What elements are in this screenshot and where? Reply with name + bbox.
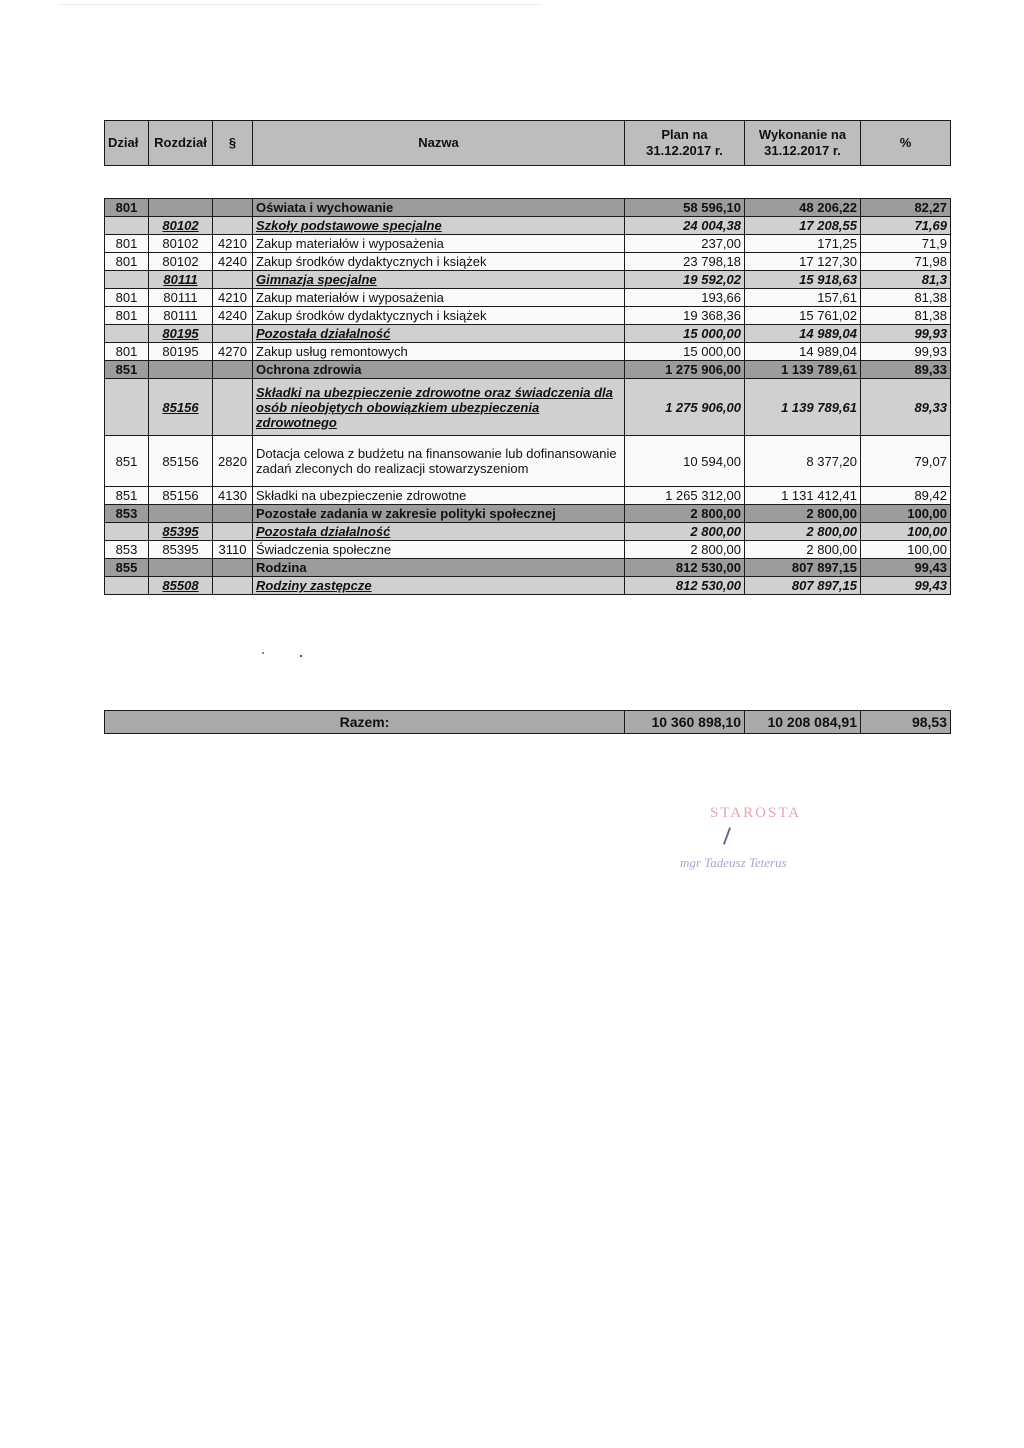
table-row-rozdzial [105, 577, 951, 595]
cell-dzial: 801 [105, 235, 149, 253]
cell-dzial: 801 [105, 253, 149, 271]
table-row-rozdzial [105, 325, 951, 343]
table-row [105, 307, 951, 325]
cell-nazwa: Rodziny zastępcze [253, 577, 625, 595]
total-plan: 10 360 898,10 [625, 711, 745, 734]
cell-nazwa: Zakup środków dydaktycznych i książek [253, 307, 625, 325]
cell-dzial: 855 [105, 559, 149, 577]
cell-rozdzial [149, 199, 213, 217]
cell-paragraf: 2820 [213, 436, 253, 487]
cell-dzial [105, 217, 149, 235]
cell-wykonanie: 2 800,00 [745, 523, 861, 541]
cell-procent: 89,33 [861, 361, 951, 379]
cell-plan: 812 530,00 [625, 559, 745, 577]
table-row [105, 436, 951, 487]
header-dzial: Dział [105, 121, 149, 166]
table-row [105, 253, 951, 271]
cell-nazwa: Zakup środków dydaktycznych i książek [253, 253, 625, 271]
cell-rozdzial: 80195 [149, 325, 213, 343]
table-row-dzial [105, 199, 951, 217]
cell-paragraf [213, 523, 253, 541]
cell-procent: 82,27 [861, 199, 951, 217]
cell-rozdzial: 85508 [149, 577, 213, 595]
budget-table [104, 120, 951, 595]
header-gap [105, 166, 951, 199]
cell-dzial: 801 [105, 199, 149, 217]
cell-plan: 1 275 906,00 [625, 361, 745, 379]
cell-plan: 15 000,00 [625, 343, 745, 361]
header-procent: % [861, 121, 951, 166]
total-procent: 98,53 [861, 711, 951, 734]
header-plan: Plan na 31.12.2017 r. [625, 121, 745, 166]
table-row [105, 541, 951, 559]
cell-wykonanie: 48 206,22 [745, 199, 861, 217]
cell-wykonanie: 2 800,00 [745, 541, 861, 559]
cell-procent: 71,98 [861, 253, 951, 271]
table-row [105, 289, 951, 307]
cell-nazwa: Ochrona zdrowia [253, 361, 625, 379]
header-wykonanie: Wykonanie na 31.12.2017 r. [745, 121, 861, 166]
cell-nazwa: Pozostała działalność [253, 523, 625, 541]
cell-rozdzial: 80102 [149, 253, 213, 271]
cell-plan: 812 530,00 [625, 577, 745, 595]
cell-nazwa: Oświata i wychowanie [253, 199, 625, 217]
cell-rozdzial: 85395 [149, 523, 213, 541]
cell-plan: 15 000,00 [625, 325, 745, 343]
cell-wykonanie: 14 989,04 [745, 343, 861, 361]
cell-wykonanie: 1 131 412,41 [745, 487, 861, 505]
cell-wykonanie: 14 989,04 [745, 325, 861, 343]
cell-dzial [105, 523, 149, 541]
cell-paragraf: 4210 [213, 235, 253, 253]
cell-rozdzial: 80111 [149, 307, 213, 325]
cell-paragraf [213, 271, 253, 289]
cell-paragraf [213, 577, 253, 595]
cell-nazwa: Składki na ubezpieczenie zdrowotne [253, 487, 625, 505]
cell-dzial: 801 [105, 289, 149, 307]
cell-plan: 23 798,18 [625, 253, 745, 271]
cell-nazwa: Zakup materiałów i wyposażenia [253, 235, 625, 253]
cell-paragraf [213, 505, 253, 523]
cell-rozdzial [149, 361, 213, 379]
cell-dzial [105, 577, 149, 595]
signature-mark [723, 827, 731, 845]
cell-nazwa: Składki na ubezpieczenie zdrowotne oraz świadczenia dla osób nieobjętych obowiązkiem ubezpieczenia zdrowotnego [253, 379, 625, 436]
table-row-rozdzial [105, 523, 951, 541]
cell-nazwa: Szkoły podstawowe specjalne [253, 217, 625, 235]
scan-speck [300, 655, 302, 657]
cell-plan: 10 594,00 [625, 436, 745, 487]
cell-wykonanie: 15 761,02 [745, 307, 861, 325]
table-row-dzial [105, 361, 951, 379]
cell-dzial: 853 [105, 505, 149, 523]
cell-rozdzial: 80195 [149, 343, 213, 361]
cell-paragraf [213, 217, 253, 235]
cell-dzial: 853 [105, 541, 149, 559]
cell-procent: 81,38 [861, 307, 951, 325]
cell-rozdzial [149, 505, 213, 523]
cell-rozdzial: 85156 [149, 379, 213, 436]
cell-nazwa: Pozostałe zadania w zakresie polityki społecznej [253, 505, 625, 523]
cell-procent: 79,07 [861, 436, 951, 487]
cell-procent: 89,33 [861, 379, 951, 436]
table-header [105, 121, 951, 166]
cell-procent: 89,42 [861, 487, 951, 505]
cell-wykonanie: 1 139 789,61 [745, 361, 861, 379]
cell-paragraf: 4130 [213, 487, 253, 505]
official-stamp [680, 805, 860, 885]
cell-procent: 99,43 [861, 559, 951, 577]
cell-wykonanie: 171,25 [745, 235, 861, 253]
table-row-rozdzial [105, 271, 951, 289]
cell-wykonanie: 157,61 [745, 289, 861, 307]
cell-procent: 99,93 [861, 325, 951, 343]
cell-rozdzial: 80111 [149, 271, 213, 289]
cell-paragraf: 4240 [213, 307, 253, 325]
total-label: Razem: [105, 711, 625, 734]
table-row [105, 343, 951, 361]
cell-plan: 1 275 906,00 [625, 379, 745, 436]
cell-nazwa: Pozostała działalność [253, 325, 625, 343]
cell-wykonanie: 17 127,30 [745, 253, 861, 271]
cell-wykonanie: 8 377,20 [745, 436, 861, 487]
cell-nazwa: Gimnazja specjalne [253, 271, 625, 289]
header-rozdzial: Rozdział [149, 121, 213, 166]
table-row [105, 235, 951, 253]
cell-nazwa: Rodzina [253, 559, 625, 577]
cell-nazwa: Zakup materiałów i wyposażenia [253, 289, 625, 307]
cell-dzial [105, 271, 149, 289]
cell-rozdzial: 80102 [149, 235, 213, 253]
total-wykonanie: 10 208 084,91 [745, 711, 861, 734]
budget-table-container [104, 120, 950, 595]
scan-speck [262, 652, 264, 654]
cell-procent: 99,93 [861, 343, 951, 361]
cell-wykonanie: 17 208,55 [745, 217, 861, 235]
cell-plan: 1 265 312,00 [625, 487, 745, 505]
cell-procent: 81,3 [861, 271, 951, 289]
cell-paragraf: 4240 [213, 253, 253, 271]
cell-paragraf [213, 379, 253, 436]
cell-paragraf: 3110 [213, 541, 253, 559]
cell-plan: 2 800,00 [625, 523, 745, 541]
cell-nazwa: Dotacja celowa z budżetu na finansowanie lub dofinansowanie zadań zleconych do realizacji stowarzyszeniom [253, 436, 625, 487]
scan-artifact-line [60, 4, 540, 5]
cell-dzial: 851 [105, 361, 149, 379]
cell-paragraf [213, 559, 253, 577]
cell-dzial: 801 [105, 307, 149, 325]
cell-paragraf [213, 199, 253, 217]
cell-procent: 99,43 [861, 577, 951, 595]
cell-procent: 100,00 [861, 505, 951, 523]
header-paragraf: § [213, 121, 253, 166]
cell-plan: 237,00 [625, 235, 745, 253]
cell-procent: 100,00 [861, 523, 951, 541]
total-table [104, 710, 951, 734]
cell-dzial [105, 325, 149, 343]
cell-rozdzial: 85156 [149, 436, 213, 487]
cell-paragraf [213, 361, 253, 379]
total-row [105, 711, 951, 734]
cell-plan: 2 800,00 [625, 541, 745, 559]
cell-wykonanie: 807 897,15 [745, 577, 861, 595]
cell-rozdzial: 85156 [149, 487, 213, 505]
cell-dzial: 851 [105, 436, 149, 487]
cell-procent: 100,00 [861, 541, 951, 559]
stamp-name: mgr Tadeusz Teterus [680, 855, 787, 870]
cell-paragraf [213, 325, 253, 343]
cell-rozdzial: 80102 [149, 217, 213, 235]
cell-rozdzial: 80111 [149, 289, 213, 307]
cell-wykonanie: 2 800,00 [745, 505, 861, 523]
cell-nazwa: Świadczenia społeczne [253, 541, 625, 559]
table-body [105, 166, 951, 595]
cell-wykonanie: 1 139 789,61 [745, 379, 861, 436]
table-row-rozdzial [105, 379, 951, 436]
cell-plan: 193,66 [625, 289, 745, 307]
table-row-dzial [105, 505, 951, 523]
cell-rozdzial: 85395 [149, 541, 213, 559]
stamp-title: STAROSTA [710, 805, 802, 821]
cell-rozdzial [149, 559, 213, 577]
cell-paragraf: 4270 [213, 343, 253, 361]
table-row-dzial [105, 559, 951, 577]
cell-plan: 19 368,36 [625, 307, 745, 325]
cell-plan: 19 592,02 [625, 271, 745, 289]
total-row-container [104, 710, 950, 734]
header-nazwa: Nazwa [253, 121, 625, 166]
cell-dzial: 851 [105, 487, 149, 505]
cell-plan: 24 004,38 [625, 217, 745, 235]
cell-plan: 2 800,00 [625, 505, 745, 523]
cell-dzial [105, 379, 149, 436]
cell-wykonanie: 15 918,63 [745, 271, 861, 289]
table-row-rozdzial [105, 217, 951, 235]
cell-procent: 81,38 [861, 289, 951, 307]
cell-paragraf: 4210 [213, 289, 253, 307]
cell-procent: 71,69 [861, 217, 951, 235]
cell-procent: 71,9 [861, 235, 951, 253]
cell-plan: 58 596,10 [625, 199, 745, 217]
cell-dzial: 801 [105, 343, 149, 361]
table-row [105, 487, 951, 505]
cell-nazwa: Zakup usług remontowych [253, 343, 625, 361]
cell-wykonanie: 807 897,15 [745, 559, 861, 577]
